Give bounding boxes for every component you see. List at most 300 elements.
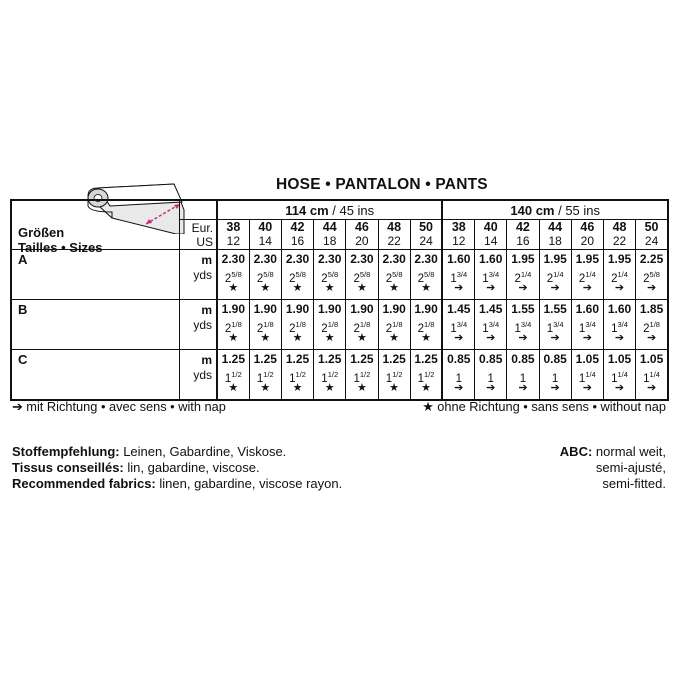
yards-whole: 2 — [643, 272, 650, 285]
size-us: 24 — [644, 234, 659, 248]
yards-fraction: 1/4 — [649, 370, 660, 379]
recommended-fabrics — [12, 444, 342, 492]
yards-whole: 1 — [455, 372, 462, 385]
star-icon: ★ — [292, 332, 303, 344]
yards-whole: 1 — [578, 372, 586, 385]
meters-value: 1.60 — [575, 302, 600, 316]
yards-value — [507, 318, 538, 335]
yards-fraction: 1/2 — [424, 370, 435, 379]
meters-value: 1.45 — [447, 302, 471, 316]
yards-fraction: 5/8 — [231, 270, 242, 279]
meters-value: 1.90 — [414, 302, 438, 316]
yards-value — [314, 318, 345, 335]
size-eur: 50 — [419, 220, 434, 234]
size-eur: 50 — [644, 220, 659, 234]
yards-whole: 1 — [385, 372, 393, 385]
yardage-cell — [281, 350, 313, 400]
yards-fraction: 3/4 — [488, 270, 500, 279]
yards-whole: 1 — [514, 322, 521, 335]
yards-value — [475, 318, 506, 335]
yardage-cell — [636, 350, 668, 400]
arrow-right-icon: ➔ — [486, 282, 496, 294]
star-icon: ★ — [292, 282, 303, 294]
legend-without-nap: ★ ohne Richtung • sans sens • without nap — [422, 399, 666, 414]
yardage-cell — [475, 350, 507, 400]
meters-value: 1.95 — [575, 252, 600, 266]
yardage-cell — [442, 300, 474, 350]
yards-whole: 2 — [385, 272, 393, 285]
yards-fraction: 3/4 — [585, 320, 596, 329]
size-column-header — [249, 220, 281, 250]
yards-whole: 2 — [289, 272, 296, 285]
yards-fraction: 1/4 — [520, 270, 532, 279]
yardage-cell — [475, 300, 507, 350]
yards-fraction: 1/4 — [617, 270, 628, 279]
yards-value — [218, 368, 249, 385]
yards-whole: 1 — [611, 372, 618, 385]
yards-whole: 1 — [417, 372, 425, 385]
arrow-right-icon: ➔ — [454, 282, 464, 294]
yards-value — [604, 318, 635, 335]
yards-fraction: 1/2 — [359, 370, 371, 379]
width-header-row — [11, 200, 668, 220]
yardage-cell — [571, 250, 603, 300]
unit-labels — [179, 350, 217, 400]
arrow-right-icon: ➔ — [454, 382, 464, 394]
meters-value: 1.25 — [253, 352, 277, 366]
yards-whole: 2 — [643, 322, 650, 335]
yards-whole: 1 — [482, 322, 489, 335]
star-icon: ★ — [389, 282, 400, 294]
yardage-cell — [249, 350, 281, 400]
yards-whole: 1 — [611, 322, 618, 335]
meters-value: 1.95 — [543, 252, 567, 266]
yards-fraction: 1/4 — [585, 370, 596, 379]
yards-value — [250, 368, 281, 385]
yards-whole: 1 — [551, 372, 559, 385]
size-eur: 38 — [226, 220, 241, 234]
size-eur: 44 — [548, 220, 563, 234]
view-label: C — [11, 350, 179, 400]
yards-value — [218, 318, 249, 335]
meters-value: 1.25 — [318, 352, 342, 366]
yards-fraction: 1/2 — [295, 370, 306, 379]
yards-value — [572, 318, 603, 335]
star-icon: ★ — [292, 382, 303, 394]
yardage-cell — [410, 250, 442, 300]
yardage-table — [10, 199, 669, 401]
yards-fraction: 1/8 — [327, 320, 339, 329]
arrow-right-icon: ➔ — [454, 332, 464, 344]
yards-fraction: 3/4 — [488, 320, 500, 329]
yards-fraction: 1/4 — [617, 370, 628, 379]
yards-whole: 2 — [611, 272, 618, 285]
yards-fraction: 1/8 — [392, 320, 403, 329]
yards-whole: 1 — [643, 372, 650, 385]
yardage-cell — [410, 300, 442, 350]
star-icon: ★ — [324, 332, 335, 344]
yards-value — [379, 268, 410, 285]
yards-fraction: 1/8 — [231, 320, 242, 329]
size-us: 14 — [484, 234, 498, 248]
yardage-cell — [217, 300, 249, 350]
meters-value: 0.85 — [511, 352, 535, 366]
yardage-cell — [603, 350, 635, 400]
fabrics-fr-label: Tissus conseillés: — [12, 460, 124, 475]
unit-m: m — [201, 253, 212, 267]
star-icon: ★ — [260, 332, 271, 344]
size-column-header — [571, 220, 603, 250]
yards-fraction: 5/8 — [392, 270, 403, 279]
yards-whole: 2 — [546, 272, 554, 285]
arrow-right-icon: ➔ — [582, 332, 592, 344]
yards-value — [572, 368, 603, 385]
fit-de: normal weit, — [592, 444, 666, 459]
arrow-right-icon: ➔ — [518, 282, 528, 294]
size-eur: 46 — [354, 220, 369, 234]
fabrics-de-text: Leinen, Gabardine, Viskose. — [119, 444, 287, 459]
yards-value — [314, 368, 345, 385]
size-us: 20 — [355, 234, 369, 248]
meters-value: 2.30 — [414, 252, 438, 266]
meters-value: 2.30 — [221, 252, 246, 266]
yards-value — [572, 268, 603, 285]
size-us: 16 — [290, 234, 305, 248]
star-icon: ★ — [324, 382, 335, 394]
view-label: A — [11, 250, 179, 300]
yards-value — [411, 268, 442, 285]
size-us: 12 — [452, 234, 466, 248]
width-114-ins: / 45 ins — [328, 203, 375, 218]
yardage-cell — [507, 350, 539, 400]
sizes-label-cell — [11, 200, 179, 255]
yardage-cell — [249, 300, 281, 350]
yardage-cell — [475, 250, 507, 300]
fit-fr: semi-ajusté, — [595, 460, 666, 475]
yards-whole: 1 — [482, 272, 489, 285]
yards-value — [282, 268, 313, 285]
meters-value: 1.25 — [350, 352, 374, 366]
corner-cell — [179, 200, 217, 220]
yards-whole: 1 — [289, 372, 296, 385]
size-eur: 40 — [483, 220, 498, 234]
fabrics-de-label: Stoffempfehlung: — [12, 444, 120, 459]
fabrics-fr — [12, 460, 342, 476]
size-column-header — [539, 220, 571, 250]
arrow-right-icon: ➔ — [614, 332, 625, 344]
unit-m: m — [201, 353, 212, 367]
yardage-cell — [507, 250, 539, 300]
yards-fraction: 5/8 — [263, 270, 274, 279]
yards-value — [540, 318, 571, 335]
yardage-cell — [346, 300, 378, 350]
meters-value: 1.25 — [221, 352, 246, 366]
yards-whole: 2 — [514, 272, 521, 285]
yards-value — [314, 268, 345, 285]
yardage-cell — [442, 350, 474, 400]
width-140-cm: 140 cm — [510, 203, 555, 218]
meters-value: 1.05 — [639, 352, 664, 366]
yards-fraction: 5/8 — [649, 270, 660, 279]
size-column-header — [378, 220, 410, 250]
view-label: B — [11, 300, 179, 350]
size-column-header — [442, 220, 474, 250]
star-icon: ★ — [228, 332, 239, 344]
meters-value: 1.55 — [543, 302, 567, 316]
yards-fraction: 1/8 — [295, 320, 306, 329]
star-icon: ★ — [421, 332, 431, 344]
yardage-cell — [507, 300, 539, 350]
meters-value: 1.90 — [221, 302, 246, 316]
yards-fraction: 1/2 — [263, 370, 274, 379]
star-icon: ★ — [356, 382, 367, 394]
yards-value — [250, 318, 281, 335]
meters-value: 1.25 — [285, 352, 310, 366]
yards-value — [604, 368, 635, 385]
yards-fraction: 1/2 — [231, 370, 242, 379]
arrow-right-icon: ➔ — [518, 382, 528, 394]
meters-value: 0.85 — [447, 352, 471, 366]
star-icon: ★ — [228, 382, 239, 394]
yards-whole: 2 — [224, 272, 232, 285]
yards-whole: 1 — [519, 372, 527, 385]
yards-fraction: 5/8 — [424, 270, 435, 279]
fit-line-1 — [560, 444, 666, 460]
star-icon: ★ — [389, 382, 400, 394]
yardage-cell — [281, 300, 313, 350]
yards-whole: 1 — [546, 322, 554, 335]
arrow-right-icon: ➔ — [550, 282, 560, 294]
yards-whole: 2 — [353, 272, 360, 285]
fabrics-en-label: Recommended fabrics: — [12, 476, 156, 491]
meters-value: 1.95 — [607, 252, 632, 266]
star-icon: ★ — [260, 382, 271, 394]
yards-fraction: 5/8 — [359, 270, 371, 279]
width-140-ins: / 55 ins — [554, 203, 601, 218]
yards-whole: 1 — [224, 372, 232, 385]
yards-value — [379, 368, 410, 385]
yardage-cell — [217, 250, 249, 300]
yards-fraction: 1/2 — [327, 370, 339, 379]
arrow-right-icon: ➔ — [486, 332, 496, 344]
star-icon: ★ — [260, 282, 271, 294]
yards-value — [443, 368, 474, 385]
yardage-cell — [346, 350, 378, 400]
fabrics-de — [12, 444, 342, 460]
meters-value: 0.85 — [479, 352, 503, 366]
table-row — [11, 300, 668, 350]
yardage-cell — [217, 350, 249, 400]
sizes-label-de: Größen — [18, 225, 65, 240]
yardage-cell — [539, 300, 571, 350]
yards-fraction: 1/8 — [649, 320, 660, 329]
yards-whole: 2 — [321, 272, 328, 285]
size-eur: 48 — [612, 220, 627, 234]
meters-value: 1.25 — [382, 352, 406, 366]
yards-value — [346, 268, 377, 285]
meters-value: 0.85 — [543, 352, 567, 366]
arrow-right-icon: ➔ — [550, 332, 560, 344]
yards-value — [636, 268, 667, 285]
size-column-header — [217, 220, 249, 250]
yardage-cell — [603, 250, 635, 300]
yardage-cell — [378, 350, 410, 400]
yards-fraction: 5/8 — [327, 270, 339, 279]
yards-fraction: 3/4 — [617, 320, 628, 329]
meters-value: 1.90 — [253, 302, 277, 316]
star-icon: ★ — [421, 382, 431, 394]
yardage-cell — [442, 250, 474, 300]
fit-label: ABC: — [559, 444, 593, 459]
size-eur: 48 — [387, 220, 402, 234]
unit-labels — [179, 300, 217, 350]
sizes-label-fr-en: Tailles • Sizes — [18, 240, 103, 255]
yards-whole: 1 — [578, 322, 586, 335]
size-column-header — [507, 220, 539, 250]
page-title: HOSE • PANTALON • PANTS — [276, 176, 488, 193]
fabrics-fr-text: lin, gabardine, viscose. — [123, 460, 260, 475]
meters-value: 1.25 — [414, 352, 438, 366]
fabric-width-114 — [217, 200, 442, 220]
unit-yds: yds — [193, 318, 212, 332]
meters-value: 2.30 — [382, 252, 406, 266]
yards-whole: 2 — [256, 272, 264, 285]
meters-value: 1.60 — [479, 252, 503, 266]
yards-whole: 2 — [385, 322, 393, 335]
size-eur: 42 — [290, 220, 305, 234]
yards-value — [540, 268, 571, 285]
yards-fraction: 1/8 — [359, 320, 371, 329]
meters-value: 1.95 — [511, 252, 535, 266]
size-column-header — [603, 220, 635, 250]
meters-value: 2.25 — [639, 252, 664, 266]
us-label: US — [196, 235, 213, 249]
yardage-cell — [314, 250, 346, 300]
yards-value — [475, 268, 506, 285]
star-icon: ★ — [356, 332, 367, 344]
yards-value — [346, 318, 377, 335]
meters-value: 1.45 — [479, 302, 503, 316]
size-us: 18 — [323, 234, 337, 248]
yards-value — [411, 318, 442, 335]
meters-value: 1.05 — [607, 352, 632, 366]
size-eur: 46 — [580, 220, 595, 234]
yards-whole: 2 — [256, 322, 264, 335]
size-column-header — [314, 220, 346, 250]
arrow-right-icon: ➔ — [518, 332, 528, 344]
meters-value: 2.30 — [253, 252, 277, 266]
yardage-cell — [539, 350, 571, 400]
unit-m: m — [201, 303, 212, 317]
meters-value: 1.55 — [511, 302, 535, 316]
table-row — [11, 250, 668, 300]
arrow-right-icon: ➔ — [582, 282, 592, 294]
yards-value — [218, 268, 249, 285]
yards-whole: 2 — [289, 322, 296, 335]
fabrics-en-text: linen, gabardine, viscose rayon. — [155, 476, 343, 491]
yardage-cell — [281, 250, 313, 300]
size-column-header — [281, 220, 313, 250]
yards-whole: 1 — [353, 372, 360, 385]
yards-value — [282, 318, 313, 335]
yards-value — [346, 368, 377, 385]
yards-whole: 2 — [224, 322, 232, 335]
size-us: 22 — [387, 234, 401, 248]
arrow-right-icon: ➔ — [646, 282, 657, 294]
table-row — [11, 350, 668, 400]
size-us: 14 — [258, 234, 272, 248]
yards-value — [379, 318, 410, 335]
yards-value — [540, 368, 571, 385]
yards-value — [443, 268, 474, 285]
yards-fraction: 3/4 — [520, 320, 532, 329]
yards-value — [475, 368, 506, 385]
yards-whole: 2 — [417, 272, 425, 285]
arrow-right-icon: ➔ — [614, 282, 625, 294]
fabrics-en — [12, 476, 342, 492]
yards-value — [507, 368, 538, 385]
yards-whole: 1 — [450, 322, 457, 335]
yards-value — [250, 268, 281, 285]
meters-value: 1.60 — [607, 302, 632, 316]
size-us: 24 — [419, 234, 433, 248]
size-us: 18 — [548, 234, 562, 248]
yardage-cell — [636, 250, 668, 300]
meters-value: 1.90 — [285, 302, 310, 316]
yardage-cell — [410, 350, 442, 400]
eur-label: Eur. — [191, 221, 213, 235]
yards-fraction: 1/8 — [263, 320, 274, 329]
yards-whole: 1 — [256, 372, 264, 385]
arrow-right-icon: ➔ — [614, 382, 625, 394]
yards-fraction: 1/4 — [585, 270, 596, 279]
size-eur: 38 — [451, 220, 466, 234]
star-icon: ★ — [421, 282, 431, 294]
meters-value: 1.85 — [639, 302, 664, 316]
yardage-cell — [571, 350, 603, 400]
size-us: 20 — [580, 234, 595, 248]
yards-value — [507, 268, 538, 285]
yardage-cell — [249, 250, 281, 300]
unit-yds: yds — [193, 368, 212, 382]
size-column-header — [346, 220, 378, 250]
yardage-cell — [571, 300, 603, 350]
yards-fraction: 3/4 — [553, 320, 564, 329]
yards-value — [282, 368, 313, 385]
size-system-labels — [179, 220, 217, 250]
arrow-right-icon: ➔ — [550, 382, 560, 394]
fabric-width-140 — [442, 200, 668, 220]
meters-value: 2.30 — [350, 252, 374, 266]
fit-description — [560, 444, 666, 492]
meters-value: 1.90 — [350, 302, 374, 316]
meters-value: 2.30 — [285, 252, 310, 266]
size-eur: 44 — [322, 220, 337, 234]
yards-whole: 2 — [417, 322, 425, 335]
yards-fraction: 3/4 — [456, 320, 468, 329]
meters-value: 2.30 — [318, 252, 342, 266]
yardage-cell — [378, 300, 410, 350]
meters-value: 1.90 — [382, 302, 406, 316]
meters-value: 1.90 — [318, 302, 342, 316]
yards-fraction: 3/4 — [456, 270, 468, 279]
yards-fraction: 1/4 — [553, 270, 564, 279]
size-column-header — [475, 220, 507, 250]
size-column-header — [636, 220, 668, 250]
yardage-cell — [539, 250, 571, 300]
size-column-header — [410, 220, 442, 250]
unit-yds: yds — [193, 268, 212, 282]
